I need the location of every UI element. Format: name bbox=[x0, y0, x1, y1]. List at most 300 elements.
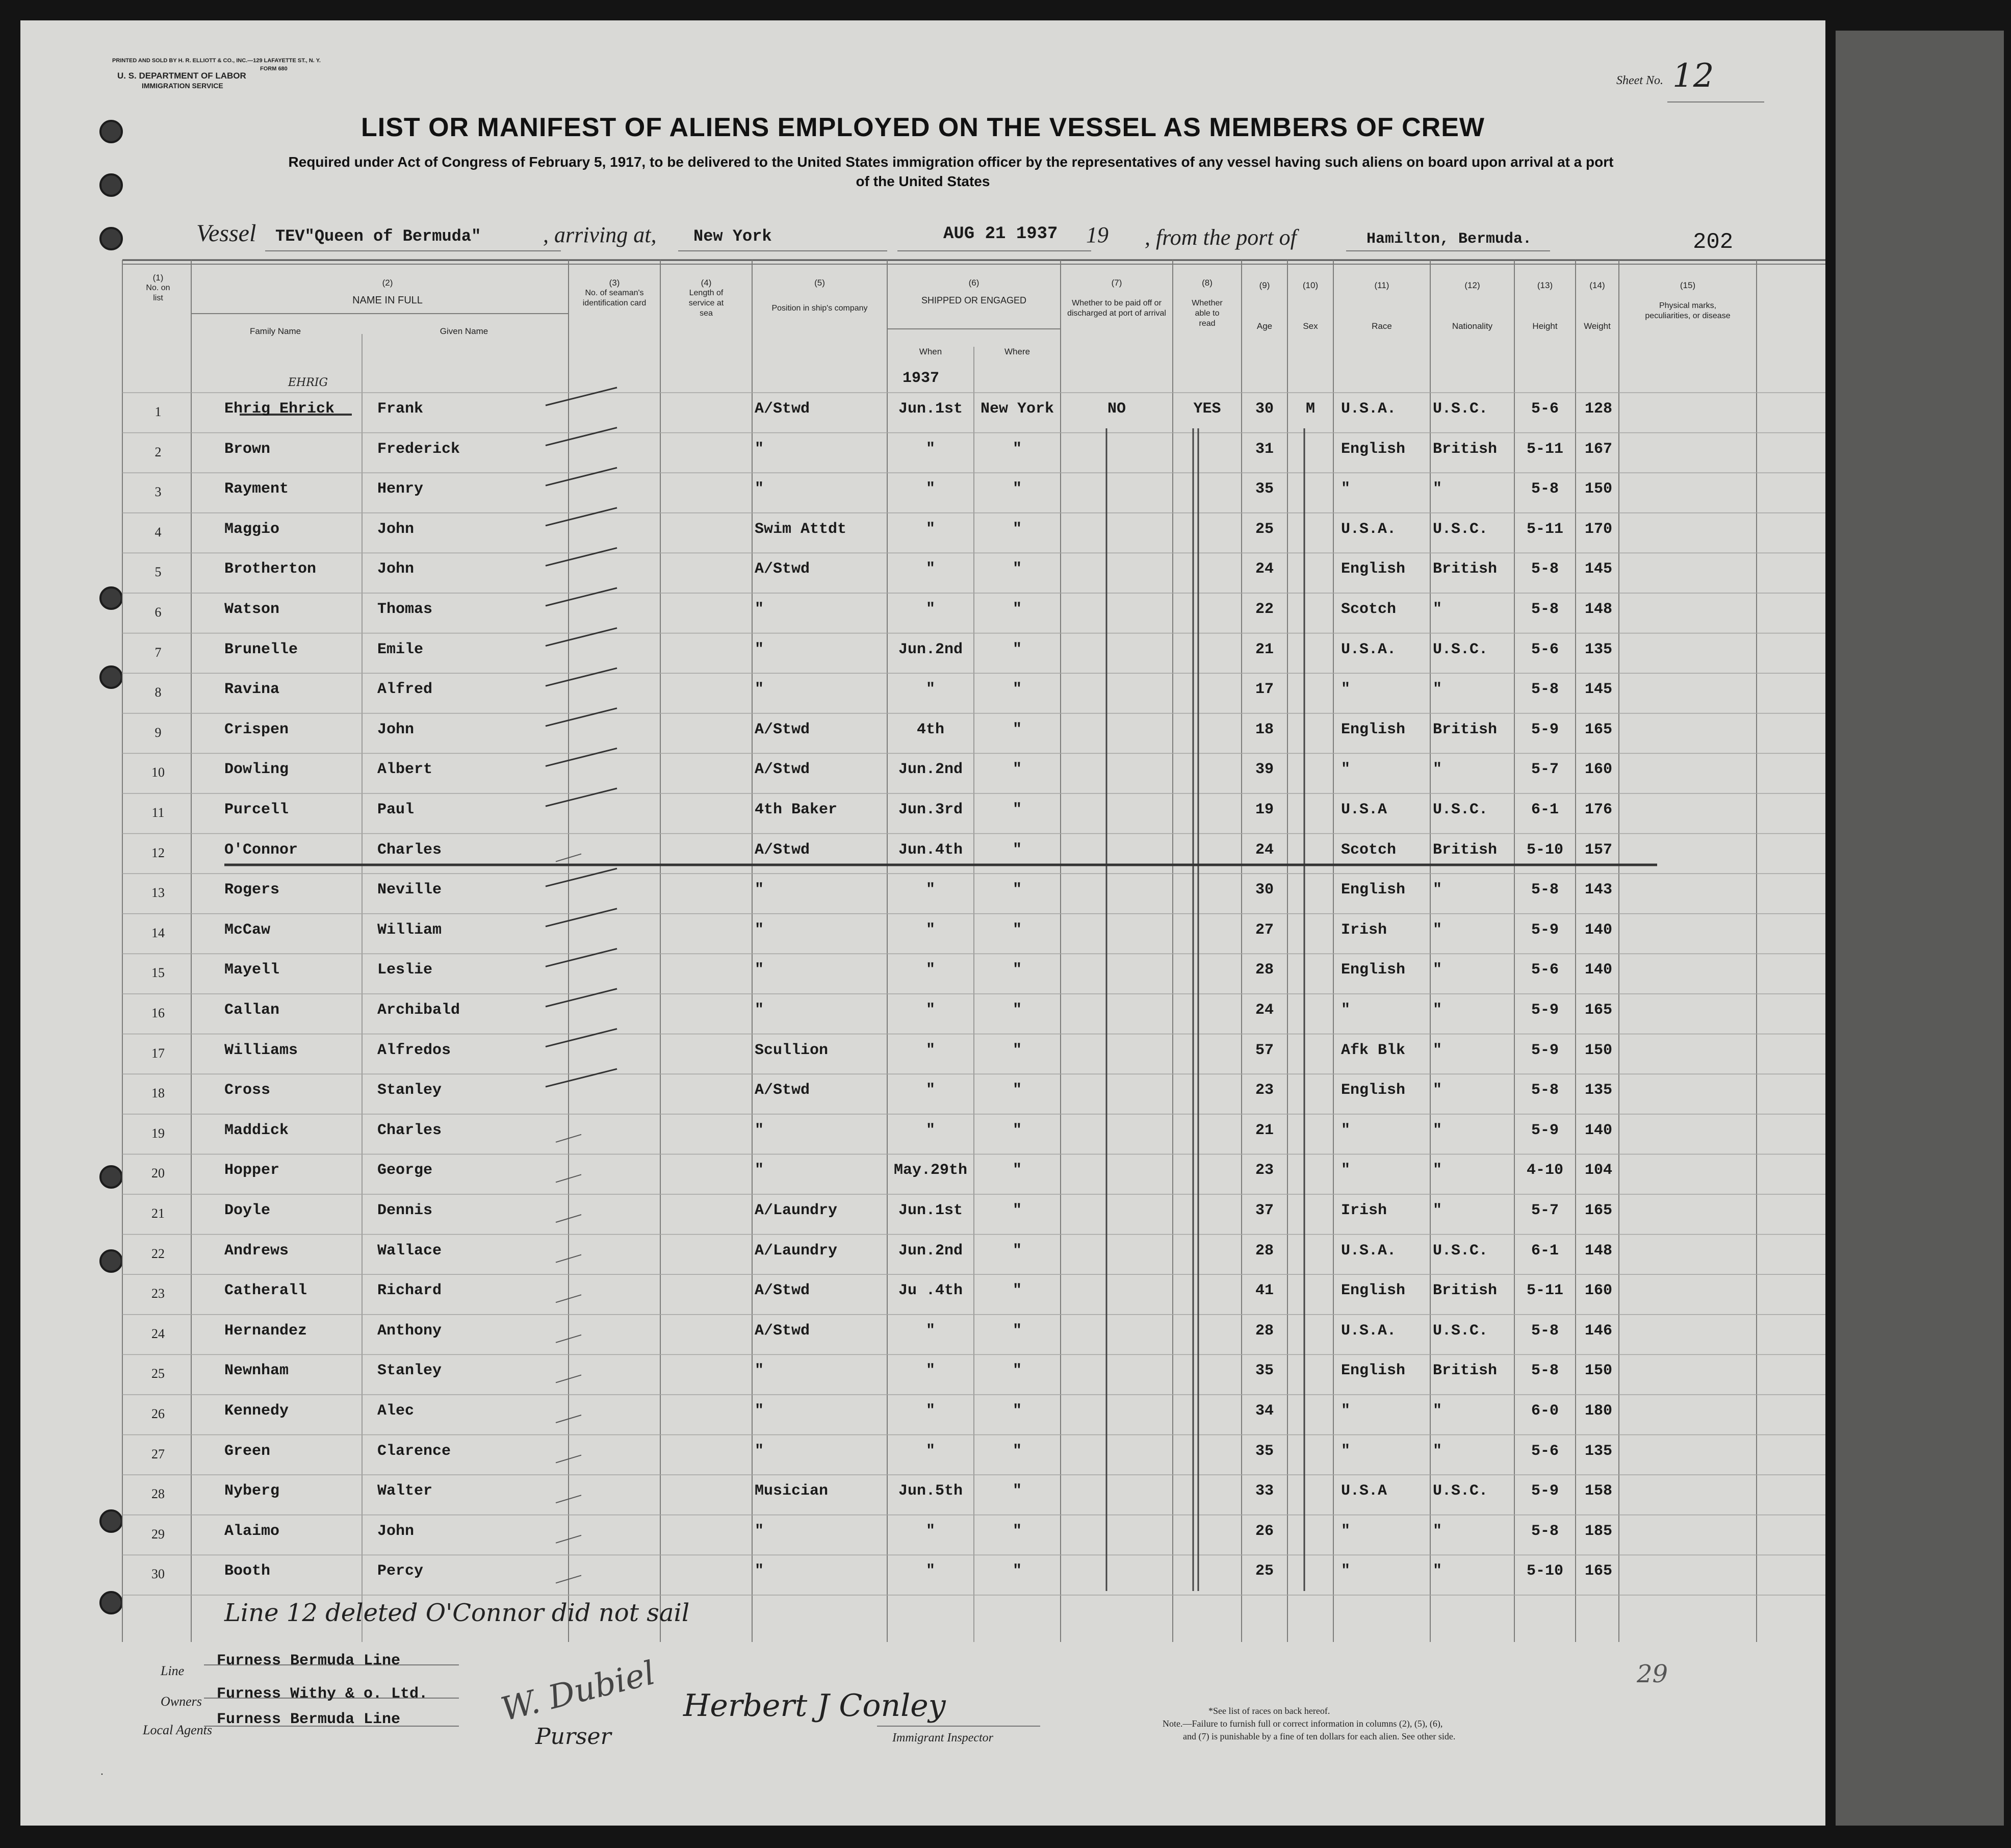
race: " bbox=[1341, 1162, 1351, 1179]
given-name: Charles bbox=[377, 1121, 442, 1139]
page-number: 202 bbox=[1693, 229, 1734, 255]
shipped-when: " bbox=[925, 560, 935, 578]
height: 5-8 bbox=[1531, 601, 1559, 618]
nationality: British bbox=[1433, 560, 1498, 578]
position: " bbox=[755, 1562, 764, 1580]
shipped-where: " bbox=[1012, 1002, 1022, 1019]
arriving-label: , arriving at, bbox=[543, 222, 657, 247]
row-number: 23 bbox=[151, 1286, 165, 1301]
age: 27 bbox=[1255, 921, 1274, 939]
owners-label: Owners bbox=[161, 1694, 202, 1709]
col10-header: (10) Sex bbox=[1302, 280, 1319, 331]
position: Musician bbox=[755, 1482, 829, 1500]
position: " bbox=[755, 961, 764, 979]
shipped-where: " bbox=[1012, 601, 1022, 618]
line-label: Line bbox=[161, 1663, 185, 1678]
family-name: Dowling bbox=[224, 761, 289, 779]
ditto-stroke bbox=[546, 588, 617, 606]
race: English bbox=[1341, 1282, 1406, 1300]
race: U.S.A. bbox=[1341, 1322, 1397, 1340]
height: 6-0 bbox=[1531, 1402, 1559, 1420]
position: " bbox=[755, 681, 764, 699]
weight: 135 bbox=[1584, 1442, 1612, 1460]
race: English bbox=[1341, 721, 1406, 738]
shipped-where: " bbox=[1012, 721, 1022, 738]
col15-header: (15) Physical marks, peculiarities, or disease bbox=[1645, 280, 1731, 320]
height: 5-8 bbox=[1531, 1322, 1559, 1340]
col6-header: (6) SHIPPED OR ENGAGED bbox=[921, 278, 1027, 305]
ditto-stroke bbox=[546, 748, 617, 766]
shipped-where: " bbox=[1012, 681, 1022, 699]
age: 21 bbox=[1255, 1121, 1274, 1139]
height: 5-8 bbox=[1531, 1362, 1559, 1380]
service: IMMIGRATION SERVICE bbox=[142, 82, 223, 90]
given-name: Clarence bbox=[377, 1442, 451, 1460]
shipped-where: " bbox=[1012, 881, 1022, 899]
age: 24 bbox=[1255, 560, 1274, 578]
position: A/Stwd bbox=[755, 761, 810, 779]
weight: 148 bbox=[1584, 1242, 1612, 1260]
family-name: Nyberg bbox=[224, 1482, 280, 1500]
nationality: U.S.C. bbox=[1433, 400, 1488, 418]
race: English bbox=[1341, 961, 1406, 979]
age: 35 bbox=[1255, 1442, 1274, 1460]
footnote-note: Note.—Failure to furnish full or correct information in columns (2), (5), (6), bbox=[1163, 1718, 1443, 1729]
given-name: Thomas bbox=[377, 601, 433, 618]
family-name: Andrews bbox=[224, 1242, 289, 1260]
family-name: Hopper bbox=[224, 1162, 280, 1179]
ditto-stroke bbox=[546, 628, 617, 646]
given-name: Paul bbox=[377, 801, 415, 818]
row-number: 13 bbox=[151, 885, 165, 901]
year-prefix: 19 bbox=[1086, 222, 1108, 247]
given-name: Alfred bbox=[377, 681, 433, 699]
weight: 167 bbox=[1584, 440, 1612, 458]
row-number: 15 bbox=[151, 965, 165, 981]
dark-backing-strip bbox=[1836, 31, 2004, 1826]
height: 5-6 bbox=[1531, 640, 1559, 658]
race: " bbox=[1341, 1002, 1351, 1019]
nationality: " bbox=[1433, 1041, 1442, 1059]
shipped-where: " bbox=[1012, 841, 1022, 859]
row-number: 5 bbox=[154, 564, 162, 580]
position: " bbox=[755, 1522, 764, 1540]
row-number: 4 bbox=[154, 524, 162, 540]
shipped-when: " bbox=[925, 1082, 935, 1099]
race: " bbox=[1341, 1442, 1351, 1460]
shipped-when: " bbox=[925, 1522, 935, 1540]
weight: 165 bbox=[1584, 1002, 1612, 1019]
position: " bbox=[755, 1442, 764, 1460]
given-name: Alfredos bbox=[377, 1041, 451, 1059]
given-name: Alec bbox=[377, 1402, 415, 1420]
weight: 135 bbox=[1584, 1082, 1612, 1099]
age: 22 bbox=[1255, 601, 1274, 618]
height: 5-10 bbox=[1526, 1562, 1563, 1580]
weight: 140 bbox=[1584, 921, 1612, 939]
race: " bbox=[1341, 1522, 1351, 1540]
position: A/Stwd bbox=[755, 721, 810, 738]
nationality: U.S.C. bbox=[1433, 801, 1488, 818]
race: " bbox=[1341, 480, 1351, 498]
age: 24 bbox=[1255, 1002, 1274, 1019]
nationality: British bbox=[1433, 841, 1498, 859]
shipped-where: " bbox=[1012, 560, 1022, 578]
shipped-where: " bbox=[1012, 1482, 1022, 1500]
row-number: 27 bbox=[151, 1446, 165, 1461]
age: 41 bbox=[1255, 1282, 1274, 1300]
subtitle-line2: of the United States bbox=[856, 173, 990, 189]
given-name: Albert bbox=[377, 761, 433, 779]
row-number: 1 bbox=[154, 404, 162, 419]
family-name: Callan bbox=[224, 1002, 280, 1019]
given-name: Archibald bbox=[377, 1002, 460, 1019]
position: A/Stwd bbox=[755, 1282, 810, 1300]
row-number: 20 bbox=[151, 1166, 165, 1181]
nationality: " bbox=[1433, 1162, 1442, 1179]
height: 5-6 bbox=[1531, 961, 1559, 979]
col1-header: (1) No. on list bbox=[146, 273, 170, 302]
race: " bbox=[1341, 1402, 1351, 1420]
nationality: U.S.C. bbox=[1433, 640, 1488, 658]
age: 23 bbox=[1255, 1082, 1274, 1099]
ditto-stroke bbox=[546, 788, 617, 806]
shipped-when: Jun.2nd bbox=[898, 640, 963, 658]
shipped-where: " bbox=[1012, 440, 1022, 458]
departure-port: Hamilton, Bermuda. bbox=[1367, 230, 1532, 248]
shipped-when: " bbox=[925, 520, 935, 538]
age: 24 bbox=[1255, 841, 1274, 859]
position: 4th Baker bbox=[755, 801, 838, 818]
col4-header: (4) Length of service at sea bbox=[688, 278, 724, 318]
family-name: Green bbox=[224, 1442, 271, 1460]
shipped-where: " bbox=[1012, 1082, 1022, 1099]
row-number: 12 bbox=[151, 845, 165, 860]
shipped-when: " bbox=[925, 1322, 935, 1340]
age: 35 bbox=[1255, 1362, 1274, 1380]
shipped-where: " bbox=[1012, 1362, 1022, 1380]
family-name: O'Connor bbox=[224, 841, 298, 859]
row-number: 3 bbox=[154, 484, 162, 500]
shipped-when: " bbox=[925, 1121, 935, 1139]
shipped-when: Jun.5th bbox=[898, 1482, 963, 1500]
nationality: British bbox=[1433, 1362, 1498, 1380]
department: U. S. DEPARTMENT OF LABOR bbox=[117, 71, 246, 81]
position: A/Laundry bbox=[755, 1242, 838, 1260]
height: 5-8 bbox=[1531, 681, 1559, 699]
given-name: Percy bbox=[377, 1562, 424, 1580]
nationality: U.S.C. bbox=[1433, 1482, 1488, 1500]
shipped-where: " bbox=[1012, 480, 1022, 498]
race: Irish bbox=[1341, 1202, 1387, 1219]
family-name: Rogers bbox=[224, 881, 280, 899]
age: 25 bbox=[1255, 1562, 1274, 1580]
position: " bbox=[755, 1362, 764, 1380]
age: 25 bbox=[1255, 520, 1274, 538]
height: 5-11 bbox=[1526, 520, 1563, 538]
nationality: " bbox=[1433, 1442, 1442, 1460]
weight: 104 bbox=[1584, 1162, 1612, 1179]
shipped-when: Ju .4th bbox=[898, 1282, 963, 1300]
shipped-when: " bbox=[925, 881, 935, 899]
height: 5-9 bbox=[1531, 1002, 1559, 1019]
row-number: 30 bbox=[151, 1567, 165, 1582]
shipped-when: " bbox=[925, 681, 935, 699]
given-name: Dennis bbox=[377, 1202, 433, 1219]
vessel-label: Vessel bbox=[196, 220, 256, 247]
nationality: " bbox=[1433, 761, 1442, 779]
race: English bbox=[1341, 1362, 1406, 1380]
position: " bbox=[755, 440, 764, 458]
sex: M bbox=[1305, 400, 1315, 418]
col11-header: (11) Race bbox=[1372, 280, 1392, 331]
race: English bbox=[1341, 881, 1406, 899]
agents-value: Furness Bermuda Line bbox=[217, 1711, 401, 1728]
row-number: 9 bbox=[154, 725, 162, 740]
shipped-where: " bbox=[1012, 1522, 1022, 1540]
nationality: " bbox=[1433, 1562, 1442, 1580]
inspector-label: Immigrant Inspector bbox=[892, 1731, 993, 1744]
height: 5-9 bbox=[1531, 1121, 1559, 1139]
family-name: Maggio bbox=[224, 520, 280, 538]
height: 5-9 bbox=[1531, 721, 1559, 738]
nationality: " bbox=[1433, 1522, 1442, 1540]
shipped-where: " bbox=[1012, 1121, 1022, 1139]
height: 5-8 bbox=[1531, 881, 1559, 899]
ditto-stroke bbox=[546, 1029, 617, 1047]
ditto-stroke bbox=[546, 868, 617, 886]
ditto-stroke bbox=[546, 948, 617, 966]
col9-header: (9) Age bbox=[1256, 280, 1273, 331]
shipped-when: " bbox=[925, 440, 935, 458]
weight: 140 bbox=[1584, 1121, 1612, 1139]
row-number: 28 bbox=[151, 1486, 165, 1502]
shipped-when: Jun.1st bbox=[898, 1202, 963, 1219]
sheet-number: 12 bbox=[1672, 57, 1714, 95]
sheet-label: Sheet No. bbox=[1616, 74, 1663, 87]
given-name: Emile bbox=[377, 640, 424, 658]
weight: 150 bbox=[1584, 1362, 1612, 1380]
shipped-when: " bbox=[925, 921, 935, 939]
shipped-where: " bbox=[1012, 520, 1022, 538]
given-name: Anthony bbox=[377, 1322, 442, 1340]
nationality: " bbox=[1433, 1402, 1442, 1420]
ditto-stroke bbox=[546, 508, 617, 526]
ditto-stroke bbox=[546, 468, 617, 485]
given-name-header: Given Name bbox=[440, 326, 488, 336]
age: 28 bbox=[1255, 1242, 1274, 1260]
shipped-when: Jun.2nd bbox=[898, 1242, 963, 1260]
nationality: " bbox=[1433, 881, 1442, 899]
ehrig-correction: EHRIG bbox=[288, 376, 328, 389]
margin-number: 29 bbox=[1637, 1660, 1668, 1688]
age: 23 bbox=[1255, 1162, 1274, 1179]
weight: 157 bbox=[1584, 841, 1612, 859]
printer-line: PRINTED AND SOLD BY H. R. ELLIOTT & CO., INC.—129 LAFAYETTE ST., N. Y. bbox=[112, 58, 321, 64]
footnote-fine: and (7) is punishable by a fine of ten dollars for each alien. See other side. bbox=[1183, 1731, 1456, 1741]
race: Afk Blk bbox=[1341, 1041, 1406, 1059]
shipped-when: " bbox=[925, 1362, 935, 1380]
owners-value: Furness Withy & o. Ltd. bbox=[217, 1685, 428, 1703]
height: 5-6 bbox=[1531, 400, 1559, 418]
age: 26 bbox=[1255, 1522, 1274, 1540]
nationality: " bbox=[1433, 1082, 1442, 1099]
where-header: Where bbox=[1004, 347, 1030, 356]
weight: 150 bbox=[1584, 1041, 1612, 1059]
shipped-where: " bbox=[1012, 1242, 1022, 1260]
col5-header: (5) Position in ship's company bbox=[771, 278, 868, 313]
row-number: 19 bbox=[151, 1125, 165, 1141]
given-name: Stanley bbox=[377, 1082, 442, 1099]
row-number: 14 bbox=[151, 925, 165, 940]
nationality: British bbox=[1433, 440, 1498, 458]
nationality: " bbox=[1433, 681, 1442, 699]
age: 34 bbox=[1255, 1402, 1274, 1420]
position: " bbox=[755, 1402, 764, 1420]
shipped-when: " bbox=[925, 961, 935, 979]
shipped-where: " bbox=[1012, 1442, 1022, 1460]
row-number: 25 bbox=[151, 1366, 165, 1381]
height: 5-8 bbox=[1531, 1082, 1559, 1099]
weight: 145 bbox=[1584, 681, 1612, 699]
position: " bbox=[755, 640, 764, 658]
shipped-where: " bbox=[1012, 640, 1022, 658]
row-number: 21 bbox=[151, 1206, 165, 1221]
height: 6-1 bbox=[1531, 1242, 1559, 1260]
shipped-where: " bbox=[1012, 1202, 1022, 1219]
shipped-when: " bbox=[925, 1402, 935, 1420]
shipped-when: 4th bbox=[916, 721, 944, 738]
given-name: Leslie bbox=[377, 961, 433, 979]
race: U.S.A. bbox=[1341, 1242, 1397, 1260]
weight: 170 bbox=[1584, 520, 1612, 538]
age: 30 bbox=[1255, 881, 1274, 899]
nationality: " bbox=[1433, 480, 1442, 498]
given-name: Frank bbox=[377, 400, 424, 418]
family-name: Purcell bbox=[224, 801, 289, 818]
race: U.S.A bbox=[1341, 1482, 1387, 1500]
position: A/Stwd bbox=[755, 400, 810, 418]
nationality: " bbox=[1433, 1121, 1442, 1139]
height: 5-9 bbox=[1531, 921, 1559, 939]
shipped-where: " bbox=[1012, 1162, 1022, 1179]
inspector-signature: Herbert J Conley bbox=[683, 1688, 946, 1724]
given-name: Charles bbox=[377, 841, 442, 859]
col14-header: (14) Weight bbox=[1584, 280, 1611, 331]
race: " bbox=[1341, 681, 1351, 699]
position: A/Stwd bbox=[755, 1082, 810, 1099]
weight: 160 bbox=[1584, 761, 1612, 779]
weight: 185 bbox=[1584, 1522, 1612, 1540]
race: U.S.A. bbox=[1341, 520, 1397, 538]
given-name: John bbox=[377, 520, 415, 538]
col3-header: (3) No. of seaman's identification card bbox=[582, 278, 647, 307]
shipped-when: " bbox=[925, 480, 935, 498]
shipped-when: " bbox=[925, 1041, 935, 1059]
height: 5-11 bbox=[1526, 1282, 1563, 1300]
family-name: Brown bbox=[224, 440, 271, 458]
family-name: McCaw bbox=[224, 921, 271, 939]
family-name: Crispen bbox=[224, 721, 289, 738]
age: 57 bbox=[1255, 1041, 1274, 1059]
race: " bbox=[1341, 761, 1351, 779]
race: English bbox=[1341, 1082, 1406, 1099]
shipped-where: " bbox=[1012, 1322, 1022, 1340]
weight: 140 bbox=[1584, 961, 1612, 979]
family-name: Doyle bbox=[224, 1202, 271, 1219]
given-name: Frederick bbox=[377, 440, 460, 458]
position: Swim Attdt bbox=[755, 520, 847, 538]
weight: 165 bbox=[1584, 721, 1612, 738]
given-name: Richard bbox=[377, 1282, 442, 1300]
family-name: Maddick bbox=[224, 1121, 289, 1139]
age: 30 bbox=[1255, 400, 1274, 418]
given-name: Stanley bbox=[377, 1362, 442, 1380]
form-number: FORM 680 bbox=[260, 66, 288, 72]
row-number: 16 bbox=[151, 1006, 165, 1020]
family-name: Hernandez bbox=[224, 1322, 307, 1340]
nationality: U.S.C. bbox=[1433, 520, 1488, 538]
weight: 150 bbox=[1584, 480, 1612, 498]
height: 5-6 bbox=[1531, 1442, 1559, 1460]
given-name: John bbox=[377, 560, 415, 578]
row-number: 22 bbox=[151, 1246, 165, 1261]
manifest-sheet bbox=[20, 20, 1825, 1826]
height: 4-10 bbox=[1526, 1162, 1563, 1179]
height: 6-1 bbox=[1531, 801, 1559, 818]
footnote-races: *See list of races on back hereof. bbox=[1208, 1706, 1330, 1716]
ditto-stroke bbox=[546, 708, 617, 726]
age: 39 bbox=[1255, 761, 1274, 779]
page-title: LIST OR MANIFEST OF ALIENS EMPLOYED ON THE VESSEL AS MEMBERS OF CREW bbox=[361, 113, 1485, 142]
weight: 148 bbox=[1584, 601, 1612, 618]
col8-header: (8) Whether able to read bbox=[1192, 278, 1223, 328]
col7-header: (7) Whether to be paid off or discharged at port of arrival bbox=[1067, 278, 1166, 318]
weight: 128 bbox=[1584, 400, 1612, 418]
race: Irish bbox=[1341, 921, 1387, 939]
purser-label: Purser bbox=[535, 1724, 611, 1750]
weight: 176 bbox=[1584, 801, 1612, 818]
ditto-stroke bbox=[546, 989, 617, 1007]
shipped-where: " bbox=[1012, 801, 1022, 818]
shipped-when: Jun.1st bbox=[898, 400, 963, 418]
nationality: U.S.C. bbox=[1433, 1242, 1488, 1260]
race: Scotch bbox=[1341, 601, 1397, 618]
position: A/Stwd bbox=[755, 841, 810, 859]
height: 5-9 bbox=[1531, 1041, 1559, 1059]
race: English bbox=[1341, 440, 1406, 458]
family-name: Mayell bbox=[224, 961, 280, 979]
agents-label: Local Agents bbox=[143, 1723, 213, 1737]
shipped-when: Jun.2nd bbox=[898, 761, 963, 779]
weight: 146 bbox=[1584, 1322, 1612, 1340]
family-name: Ravina bbox=[224, 681, 280, 699]
shipped-when: Jun.3rd bbox=[898, 801, 963, 818]
weight: 158 bbox=[1584, 1482, 1612, 1500]
nationality: " bbox=[1433, 601, 1442, 618]
row-number: 29 bbox=[151, 1526, 165, 1542]
row-number: 6 bbox=[154, 605, 162, 620]
family-name: Newnham bbox=[224, 1362, 289, 1380]
position: " bbox=[755, 1162, 764, 1179]
given-name: George bbox=[377, 1162, 433, 1179]
height: 5-7 bbox=[1531, 761, 1559, 779]
position: A/Stwd bbox=[755, 560, 810, 578]
shipped-where: " bbox=[1012, 1402, 1022, 1420]
weight: 165 bbox=[1584, 1202, 1612, 1219]
age: 35 bbox=[1255, 480, 1274, 498]
position: " bbox=[755, 480, 764, 498]
